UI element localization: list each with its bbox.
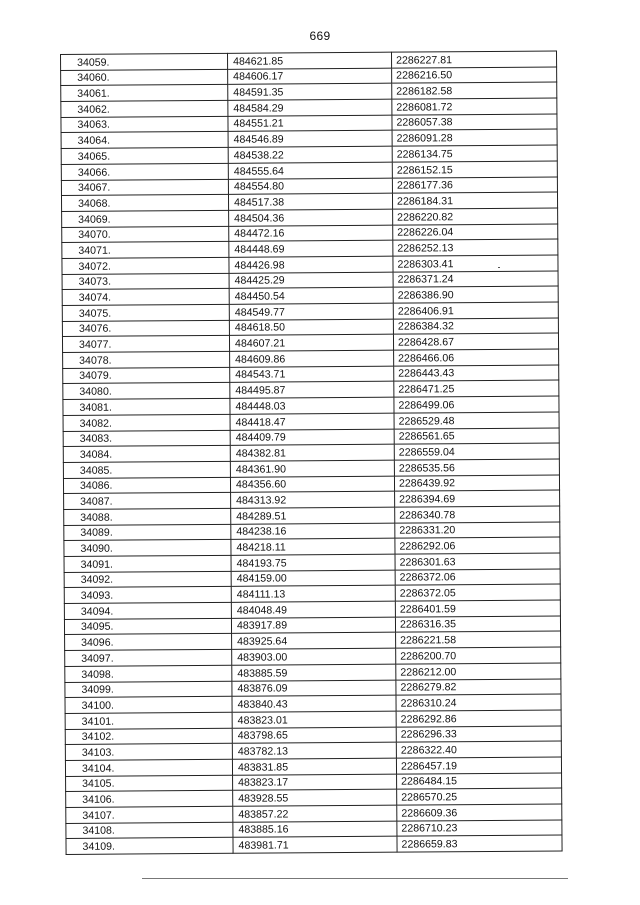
northing-cell: 2286471.25: [394, 380, 559, 397]
easting-cell: 484361.90: [230, 460, 394, 477]
northing-cell: 2286301.63: [395, 553, 560, 570]
point-id-cell: 34074.: [62, 289, 229, 306]
point-id-cell: 34089.: [64, 524, 231, 541]
easting-cell: 484504.36: [229, 209, 393, 226]
easting-cell: 483917.89: [231, 617, 395, 634]
northing-cell: 2286340.78: [395, 506, 560, 523]
northing-cell: 2286303.41: [393, 255, 558, 272]
point-id-cell: 34099.: [65, 681, 232, 698]
coordinate-table-wrapper: [60, 51, 563, 856]
point-id-cell: 34076.: [62, 320, 229, 337]
easting-cell: 484418.47: [230, 413, 394, 430]
easting-cell: 484111.13: [231, 586, 395, 603]
northing-cell: 2286279.82: [396, 679, 561, 696]
easting-cell: 484584.29: [228, 99, 392, 116]
point-id-cell: 34075.: [62, 304, 229, 321]
northing-cell: 2286212.00: [396, 663, 561, 680]
easting-cell: 484495.87: [230, 382, 394, 399]
scan-speck: [498, 267, 500, 268]
northing-cell: 2286081.72: [392, 98, 557, 115]
northing-cell: 2286152.15: [392, 161, 557, 178]
easting-cell: 483823.01: [232, 711, 396, 728]
northing-cell: 2286710.23: [397, 820, 562, 837]
point-id-cell: 34068.: [61, 195, 228, 212]
point-id-cell: 34107.: [66, 806, 233, 823]
easting-cell: 483885.59: [232, 664, 396, 681]
northing-cell: 2286331.20: [395, 522, 560, 539]
point-id-cell: 34078.: [63, 351, 230, 368]
point-id-cell: 34060.: [61, 69, 228, 86]
point-id-cell: 34064.: [61, 132, 228, 149]
point-id-cell: 34071.: [62, 242, 229, 259]
easting-cell: 484426.98: [229, 256, 393, 273]
northing-cell: 2286394.69: [395, 490, 560, 507]
point-id-cell: 34079.: [63, 367, 230, 384]
point-id-cell: 34100.: [65, 697, 232, 714]
point-id-cell: 34093.: [64, 587, 231, 604]
northing-cell: 2286292.06: [395, 537, 560, 554]
easting-cell: 483981.71: [233, 837, 397, 854]
point-id-cell: 34072.: [62, 257, 229, 274]
easting-cell: 484606.17: [228, 68, 392, 85]
northing-cell: 2286559.04: [394, 443, 559, 460]
easting-cell: 484238.16: [231, 523, 395, 540]
point-id-cell: 34087.: [64, 493, 231, 510]
northing-cell: 2286570.25: [397, 788, 562, 805]
point-id-cell: 34102.: [65, 728, 232, 745]
point-id-cell: 34091.: [64, 555, 231, 572]
easting-cell: 483798.65: [232, 727, 396, 744]
easting-cell: 484382.81: [230, 444, 394, 461]
point-id-cell: 34096.: [65, 634, 232, 651]
easting-cell: 484193.75: [231, 554, 395, 571]
easting-cell: 484591.35: [228, 84, 392, 101]
easting-cell: 484551.21: [228, 115, 392, 132]
easting-cell: 483876.09: [232, 680, 396, 697]
point-id-cell: 34066.: [61, 163, 228, 180]
point-id-cell: 34098.: [65, 665, 232, 682]
easting-cell: 484159.00: [231, 570, 395, 587]
point-id-cell: 34065.: [61, 147, 228, 164]
easting-cell: 484543.71: [230, 366, 394, 383]
easting-cell: 484609.86: [230, 350, 394, 367]
northing-cell: 2286371.24: [393, 271, 558, 288]
point-id-cell: 34097.: [65, 649, 232, 666]
point-id-cell: 34105.: [66, 775, 233, 792]
northing-cell: 2286439.92: [394, 475, 559, 492]
coordinate-table: [60, 51, 563, 856]
point-id-cell: 34080.: [63, 383, 230, 400]
point-id-cell: 34081.: [63, 398, 230, 415]
northing-cell: 2286428.67: [393, 333, 558, 350]
easting-cell: 484409.79: [230, 429, 394, 446]
footer-rule: [142, 878, 568, 879]
coordinate-table-body: [61, 51, 563, 855]
easting-cell: 483831.85: [232, 758, 396, 775]
easting-cell: 484356.60: [230, 476, 394, 493]
northing-cell: 2286220.82: [393, 208, 558, 225]
point-id-cell: 34085.: [63, 461, 230, 478]
easting-cell: 483840.43: [232, 695, 396, 712]
page-number: 669: [309, 29, 331, 43]
easting-cell: 483925.64: [232, 633, 396, 650]
point-id-cell: 34082.: [63, 414, 230, 431]
easting-cell: 484313.92: [231, 491, 395, 508]
northing-cell: 2286322.40: [396, 741, 561, 758]
point-id-cell: 34095.: [64, 618, 231, 635]
point-id-cell: 34069.: [62, 210, 229, 227]
point-id-cell: 34062.: [61, 100, 228, 117]
northing-cell: 2286184.31: [392, 192, 557, 209]
point-id-cell: 34108.: [66, 822, 233, 839]
easting-cell: 484425.29: [229, 272, 393, 289]
northing-cell: 2286227.81: [391, 51, 556, 68]
point-id-cell: 34067.: [61, 179, 228, 196]
point-id-cell: 34063.: [61, 116, 228, 133]
northing-cell: 2286529.48: [394, 412, 559, 429]
easting-cell: 484554.80: [228, 178, 392, 195]
northing-cell: 2286316.35: [395, 616, 560, 633]
northing-cell: 2286386.90: [393, 286, 558, 303]
easting-cell: 483782.13: [232, 742, 396, 759]
northing-cell: 2286134.75: [392, 145, 557, 162]
point-id-cell: 34104.: [65, 759, 232, 776]
northing-cell: 2286457.19: [396, 757, 561, 774]
easting-cell: 484607.21: [229, 335, 393, 352]
northing-cell: 2286177.36: [392, 177, 557, 194]
point-id-cell: 34083.: [63, 430, 230, 447]
easting-cell: 484546.89: [228, 131, 392, 148]
northing-cell: 2286221.58: [396, 631, 561, 648]
easting-cell: 484555.64: [228, 162, 392, 179]
easting-cell: 483885.16: [233, 821, 397, 838]
table-row: [66, 835, 562, 854]
point-id-cell: 34106.: [66, 791, 233, 808]
point-id-cell: 34059.: [61, 53, 228, 70]
northing-cell: 2286057.38: [392, 114, 557, 131]
easting-cell: 484618.50: [229, 319, 393, 336]
northing-cell: 2286499.06: [394, 396, 559, 413]
northing-cell: 2286292.86: [396, 710, 561, 727]
northing-cell: 2286535.56: [394, 459, 559, 476]
point-id-cell: 34077.: [62, 336, 229, 353]
point-id-cell: 34070.: [62, 226, 229, 243]
point-id-cell: 34073.: [62, 273, 229, 290]
northing-cell: 2286091.28: [392, 129, 557, 146]
easting-cell: 483903.00: [232, 648, 396, 665]
northing-cell: 2286200.70: [396, 647, 561, 664]
northing-cell: 2286384.32: [393, 318, 558, 335]
easting-cell: 484621.85: [227, 52, 391, 69]
easting-cell: 484218.11: [231, 538, 395, 555]
easting-cell: 483928.55: [233, 789, 397, 806]
point-id-cell: 34109.: [66, 838, 233, 855]
easting-cell: 484289.51: [231, 507, 395, 524]
easting-cell: 484517.38: [228, 193, 392, 210]
northing-cell: 2286466.06: [394, 349, 559, 366]
easting-cell: 483857.22: [233, 805, 397, 822]
point-id-cell: 34092.: [64, 571, 231, 588]
easting-cell: 484048.49: [231, 601, 395, 618]
easting-cell: 484450.54: [229, 287, 393, 304]
northing-cell: 2286252.13: [393, 239, 558, 256]
northing-cell: 2286561.65: [394, 428, 559, 445]
northing-cell: 2286443.43: [394, 365, 559, 382]
point-id-cell: 34088.: [64, 508, 231, 525]
northing-cell: 2286226.04: [393, 224, 558, 241]
northing-cell: 2286310.24: [396, 694, 561, 711]
northing-cell: 2286296.33: [396, 726, 561, 743]
easting-cell: 484538.22: [228, 146, 392, 163]
northing-cell: 2286372.06: [395, 569, 560, 586]
easting-cell: 484549.77: [229, 303, 393, 320]
point-id-cell: 34094.: [64, 602, 231, 619]
point-id-cell: 34061.: [61, 85, 228, 102]
point-id-cell: 34086.: [63, 477, 230, 494]
point-id-cell: 34084.: [63, 446, 230, 463]
easting-cell: 484472.16: [229, 225, 393, 242]
point-id-cell: 34090.: [64, 540, 231, 557]
point-id-cell: 34101.: [65, 712, 232, 729]
northing-cell: 2286659.83: [397, 835, 562, 852]
northing-cell: 2286216.50: [392, 67, 557, 84]
northing-cell: 2286372.05: [395, 584, 560, 601]
easting-cell: 483823.17: [233, 774, 397, 791]
easting-cell: 484448.03: [230, 397, 394, 414]
northing-cell: 2286406.91: [393, 302, 558, 319]
northing-cell: 2286401.59: [395, 600, 560, 617]
northing-cell: 2286182.58: [392, 82, 557, 99]
northing-cell: 2286609.36: [397, 804, 562, 821]
point-id-cell: 34103.: [65, 744, 232, 761]
easting-cell: 484448.69: [229, 240, 393, 257]
northing-cell: 2286484.15: [397, 773, 562, 790]
